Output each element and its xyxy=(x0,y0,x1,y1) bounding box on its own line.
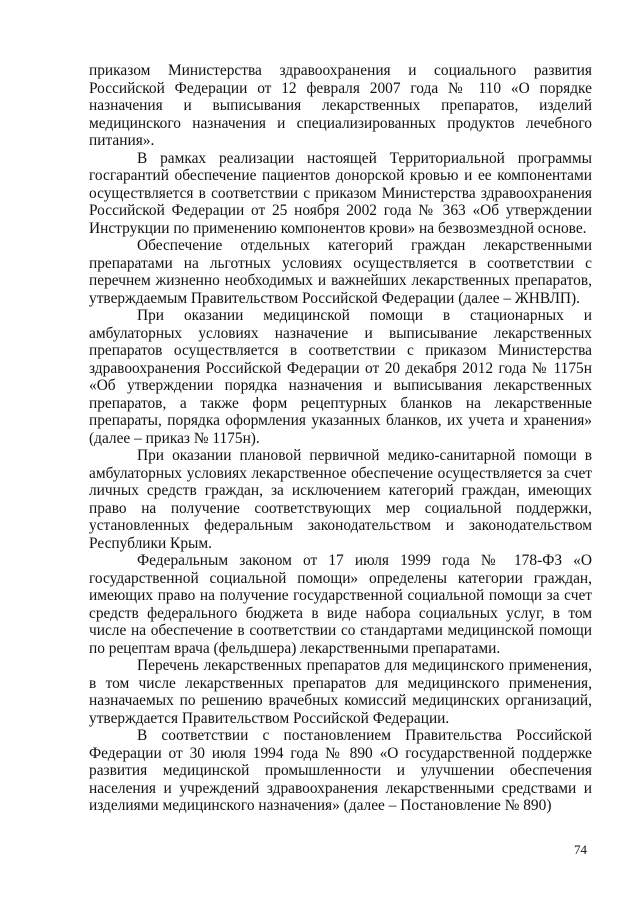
paragraph-drug-list: Перечень лекарственных препаратов для медицинского применения, в том числе лекарственных препаратов для медицинского применения, назначаемых по решению врачебных комиссий медицинских организаций, утверждается Правительством Российской Федерации. xyxy=(89,657,592,727)
paragraph-decree-890: В соответствии с постановлением Правительства Российской Федерации от 30 июля 1994 года № 890 «О государственной поддержке развития медицинской промышленности и улучшении обеспечения населения и учреждений здравоохранения лекарственными средствами и изделиями медицинского назначения» (далее – Постановление № 890) xyxy=(89,727,592,814)
paragraph-blood-components: В рамках реализации настоящей Территориальной программы госгарантий обеспечение пациентов донорской кровью и ее компонентами осуществляется в соответствии с приказом Министерства здравоохранения Российской Федерации от 25 ноября 2002 года № 363 «Об утверждении Инструкции по применению компонентов крови» на безвозмездной основе. xyxy=(89,149,592,237)
paragraph-prescription-order: При оказании медицинской помощи в стационарных и амбулаторных условиях назначение и выписывание лекарственных препаратов осуществляется в соответствии с приказом Министерства здравоохранения Российской Федерации от 20 декабря 2012 года № 1175н «Об утверждении порядка назначения и выписывания лекарственных препаратов, а также форм рецептурных бланков на лекарственные препараты, порядка оформления указанных бланков, их учета и хранения» (далее – приказ № 1175н). xyxy=(89,307,592,447)
paragraph-federal-law: Федеральным законом от 17 июля 1999 года № 178-ФЗ «О государственной социальной помощи» определены категории граждан, имеющих право на получение государственной социальной помощи за счет средств федерального бюджета в виде набора социальных услуг, в том числе на обеспечение в соответствии со стандартами медицинской помощи по рецептам врача (фельдшера) лекарственными препаратами. xyxy=(89,552,592,657)
paragraph-outpatient-care: При оказании плановой первичной медико-санитарной помощи в амбулаторных условиях лекарственное обеспечение осуществляется за счет личных средств граждан, за исключением категорий граждан, имеющих право на получение соответствующих мер социальной поддержки, установленных федеральным законодательством и законодательством Республики Крым. xyxy=(89,447,592,552)
paragraph-preferential-drugs: Обеспечение отдельных категорий граждан лекарственными препаратами на льготных условиях осуществляется в соответствии с перечнем жизненно необходимых и важнейших лекарственных препаратов, утверждаемым Правительством Российской Федерации (далее – ЖНВЛП). xyxy=(89,237,592,307)
paragraph-continuation: приказом Министерства здравоохранения и социального развития Российской Федерации от 12 февраля 2007 года № 110 «О порядке назначения и выписывания лекарственных препаратов, изделий медицинского назначения и специализированных продуктов лечебного питания». xyxy=(89,62,592,149)
body-text xyxy=(89,62,592,815)
page-number: 74 xyxy=(574,842,587,857)
